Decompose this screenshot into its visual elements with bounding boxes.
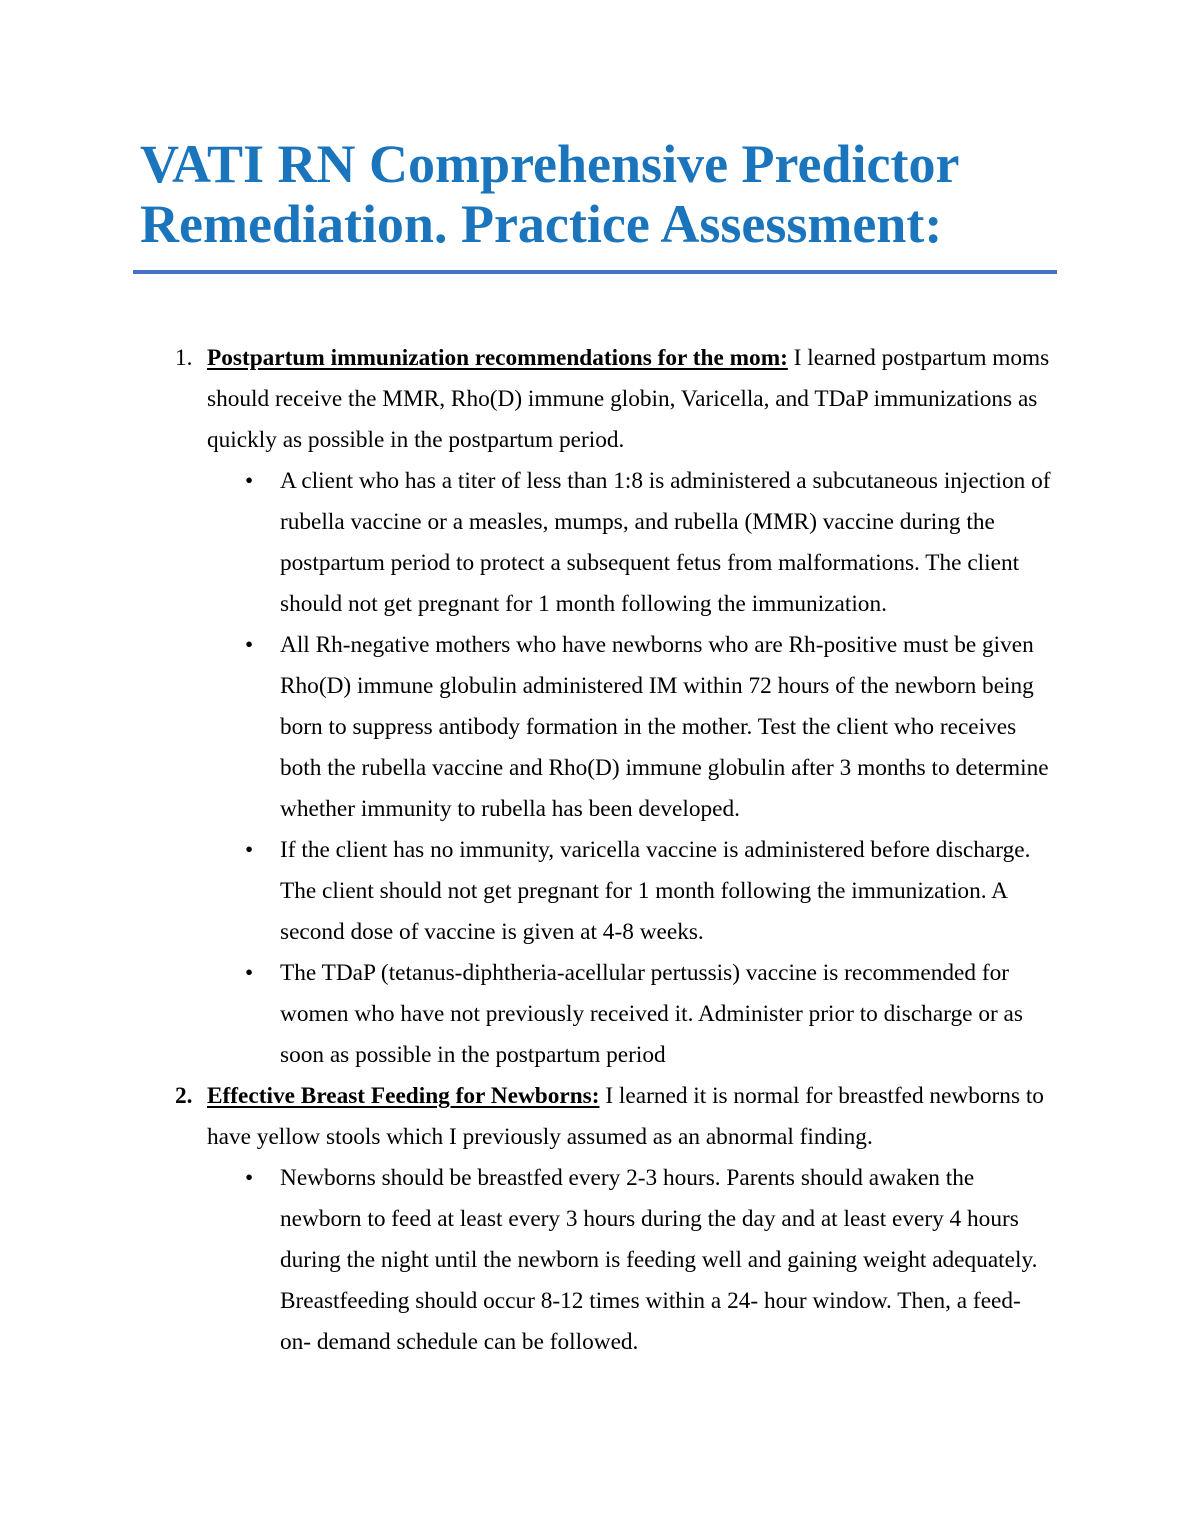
list-item-effective-breast-feeding <box>175 1076 1056 1158</box>
bullet-icon: • <box>245 632 254 658</box>
bullet-item <box>245 625 1056 830</box>
bullet-icon: • <box>245 960 254 986</box>
bullet-item <box>245 1158 1056 1363</box>
bullet-text: A client who has a titer of less than 1:8 is administered a subcutaneous injection of rubella vaccine or a measles, mumps, and rubella (MMR) vaccine during the postpartum period to protect a subsequent fetus from malformations. The client should not get pregnant for 1 month following the immunization. <box>280 468 1051 617</box>
item-lead-heading: Effective Breast Feeding for Newborns: <box>207 1083 600 1109</box>
bullet-icon: • <box>245 1165 254 1191</box>
item-paragraph <box>207 1076 1056 1158</box>
remediation-list <box>140 338 1056 1363</box>
item-number: 1. <box>175 345 193 371</box>
item-lead-heading: Postpartum immunization recommendations for the mom: <box>207 345 788 371</box>
bullet-item <box>245 953 1056 1076</box>
bullet-text: All Rh-negative mothers who have newborns who are Rh-positive must be given Rho(D) immune globulin administered IM within 72 hours of the newborn being born to suppress antibody formation in the mother. Test the client who receives both the rubella vaccine and Rho(D) immune globulin after 3 months to determine whether immunity to rubella has been developed. <box>280 632 1049 822</box>
item-body-text: I learned it is normal for breastfed newborns to have yellow stools which I previously assumed as an abnormal finding. <box>207 1083 1044 1150</box>
list-item-postpartum-immunization <box>175 338 1056 461</box>
title-underline-rule <box>133 270 1057 274</box>
bullet-icon: • <box>245 468 254 494</box>
document-title: VATI RN Comprehensive Predictor Remediation. Practice Assessment: <box>140 134 959 254</box>
bullet-icon: • <box>245 837 254 863</box>
item-number: 2. <box>175 1083 193 1109</box>
item-paragraph <box>207 338 1056 461</box>
item-body-text: I learned postpartum moms should receive the MMR, Rho(D) immune globin, Varicella, and TDaP immunizations as quickly as possible in the postpartum period. <box>207 345 1050 453</box>
bullet-text: Newborns should be breastfed every 2-3 hours. Parents should awaken the newborn to feed at least every 3 hours during the day and at least every 4 hours during the night until the newborn is feeding well and gaining weight adequately. Breastfeeding should occur 8-12 times within a 24- hour window. Then, a feed- on- demand schedule can be followed. <box>280 1165 1038 1355</box>
bullet-item <box>245 830 1056 953</box>
bullet-item <box>245 461 1056 625</box>
bullet-text: If the client has no immunity, varicella vaccine is administered before discharge. The client should not get pregnant for 1 month following the immunization. A second dose of vaccine is given at 4-8 weeks. <box>280 837 1031 945</box>
bullet-text: The TDaP (tetanus-diphtheria-acellular pertussis) vaccine is recommended for women who have not previously received it. Administer prior to discharge or as soon as possible in the postpartum period <box>280 960 1023 1068</box>
